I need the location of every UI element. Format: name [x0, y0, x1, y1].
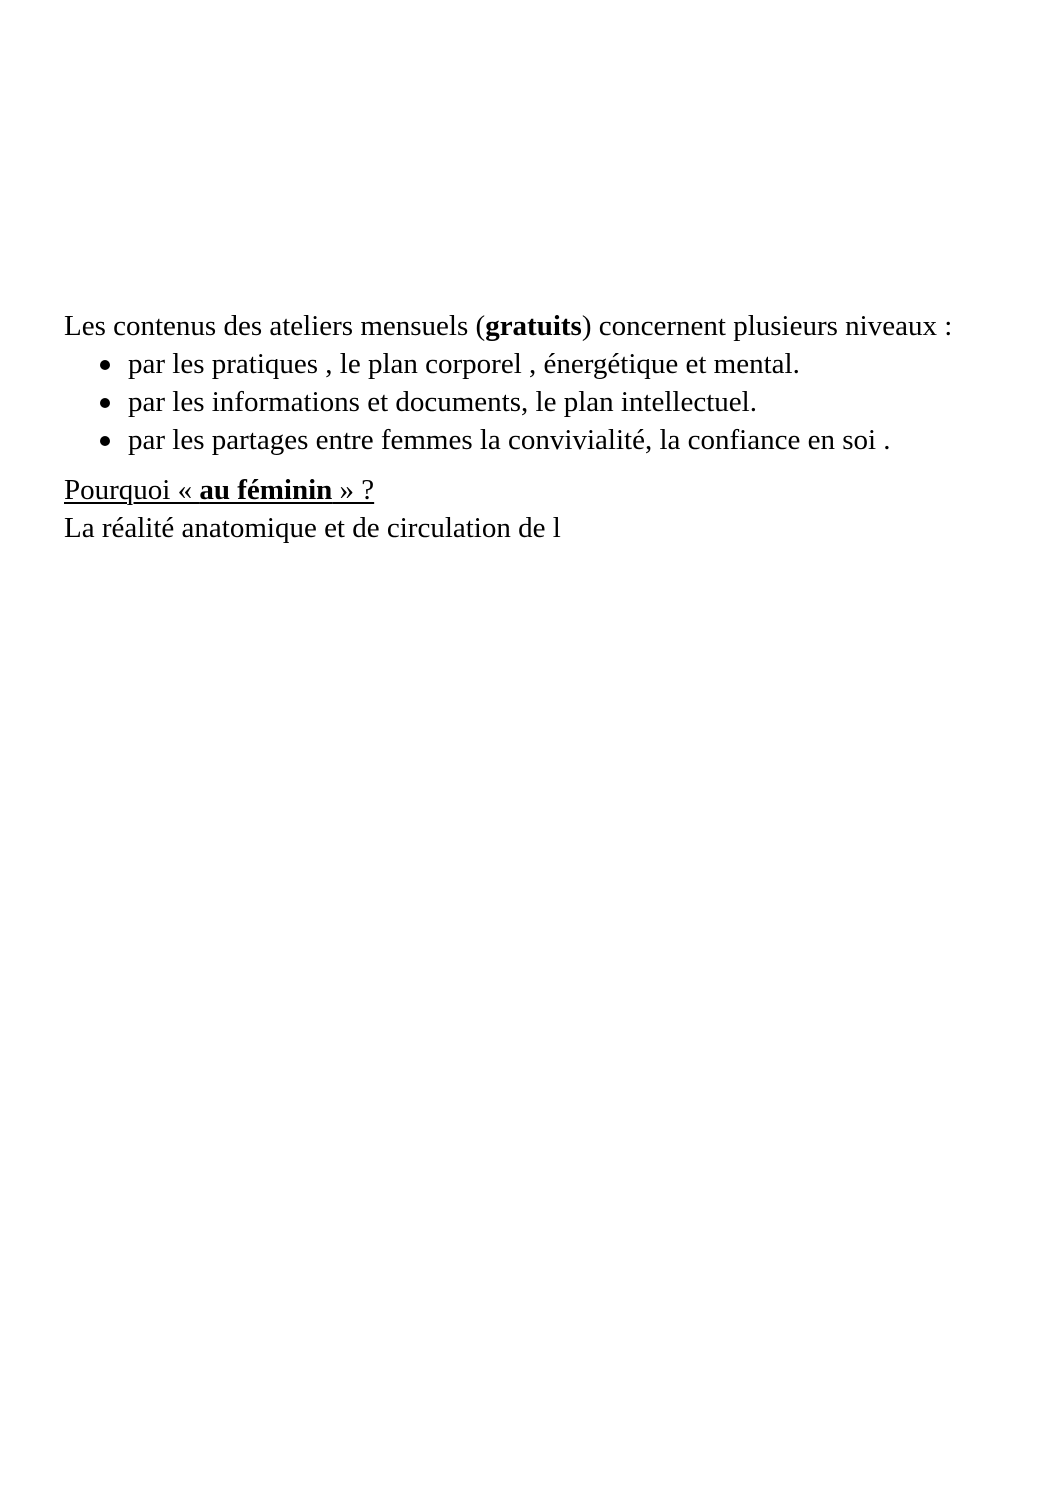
bullet-icon — [100, 436, 110, 446]
section-heading — [64, 471, 1004, 509]
intro-paragraph — [64, 307, 1004, 345]
list-item — [64, 421, 1004, 459]
intro-text-before: Les contenus des ateliers mensuels ( — [64, 310, 486, 342]
list-item-text: par les partages entre femmes la convivialité, la confiance en soi . — [128, 424, 891, 456]
bullet-icon — [100, 360, 110, 370]
heading-bold: au féminin — [199, 474, 333, 506]
list-item — [64, 345, 1004, 383]
bullet-list — [64, 345, 1004, 459]
heading-before: Pourquoi « — [64, 474, 200, 506]
list-item — [64, 383, 1004, 421]
list-item-text: par les informations et documents, le plan intellectuel. — [128, 386, 757, 418]
intro-text-after: ) concernent plusieurs niveaux : — [581, 310, 953, 342]
document-page — [64, 307, 1004, 547]
intro-bold-gratuits: gratuits — [485, 310, 582, 342]
bullet-icon — [100, 398, 110, 408]
body-paragraph: La réalité anatomique et de circulation de l — [64, 512, 561, 544]
list-item-text: par les pratiques , le plan corporel , énergétique et mental. — [128, 348, 800, 380]
heading-after: » ? — [332, 474, 375, 506]
